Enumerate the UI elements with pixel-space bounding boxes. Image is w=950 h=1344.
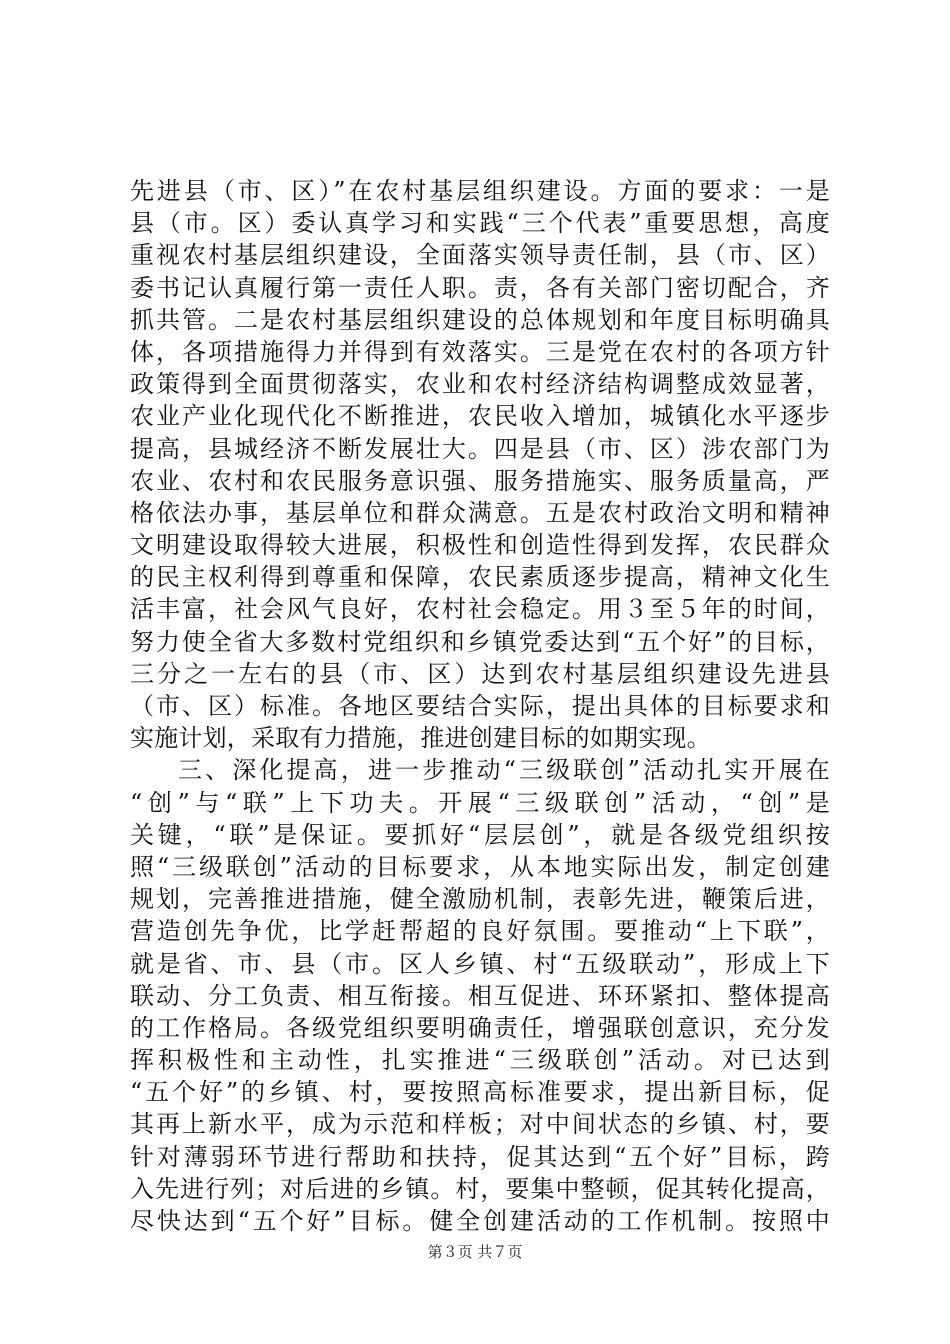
text-line: 格依法办事，基层单位和群众满意。五是农村政治文明和精神 xyxy=(130,498,830,527)
text-line: 县（市。区）委认真学习和实践“三个代表”重要思想，高度 xyxy=(130,209,830,238)
text-line: 农业产业化现代化不断推进，农民收入增加，城镇化水平逐步 xyxy=(130,402,830,431)
text-line: 尽快达到“五个好”目标。健全创建活动的工作机制。按照中 xyxy=(130,1207,830,1235)
text-line: 三分之一左右的县（市、区）达到农村基层组织建设先进县 xyxy=(130,659,830,688)
text-line: 体，各项措施得力并得到有效落实。三是党在农村的各项方针 xyxy=(130,337,830,366)
text-line: 活丰富，社会风气良好，农村社会稳定。用３至５年的时间， xyxy=(130,595,830,624)
text-line: “创”与“联”上下功夫。开展“三级联创”活动，“创”是 xyxy=(130,788,830,817)
text-line: 规划，完善推进措施，健全激励机制，表彰先进，鞭策后进， xyxy=(130,885,830,914)
text-line: 抓共管。二是农村基层组织建设的总体规划和年度目标明确具 xyxy=(130,305,830,334)
text-line: 其再上新水平，成为示范和样板；对中间状态的乡镇、村，要 xyxy=(130,1110,830,1139)
text-line: 针对薄弱环节进行帮助和扶持，促其达到“五个好”目标，跨 xyxy=(130,1142,830,1171)
text-line: 先进县（市、区）”在农村基层组织建设。方面的要求：一是 xyxy=(130,177,830,205)
text-line: 挥积极性和主动性，扎实推进“三级联创”活动。对已达到 xyxy=(130,1046,830,1075)
text-line: 的民主权利得到尊重和保障，农民素质逐步提高，精神文化生 xyxy=(130,563,830,592)
text-line: 联动、分工负责、相互衔接。相互促进、环环紧扣、整体提高 xyxy=(130,981,830,1010)
text-line: 重视农村基层组织建设，全面落实领导责任制，县（市、区） xyxy=(130,241,830,270)
text-line: 关键，“联”是保证。要抓好“层层创”，就是各级党组织按 xyxy=(130,820,830,849)
text-line: 就是省、市、县（市。区人乡镇、村“五级联动”，形成上下 xyxy=(130,949,830,978)
text-line: 营造创先争优，比学赶帮超的良好氛围。要推动“上下联”， xyxy=(130,917,830,946)
text-line: 入先进行列；对后进的乡镇。村，要集中整顿，促其转化提高， xyxy=(130,1174,830,1203)
document-body xyxy=(130,175,830,1237)
text-line: “五个好”的乡镇、村，要按照高标准要求，提出新目标，促 xyxy=(130,1078,830,1107)
text-line: 提高，县城经济不断发展壮大。四是县（市、区）涉农部门为 xyxy=(130,434,830,463)
text-line: 农业、农村和农民服务意识强、服务措施实、服务质量高，严 xyxy=(130,466,830,495)
text-line: 政策得到全面贯彻落实，农业和农村经济结构调整成效显著， xyxy=(130,370,830,399)
text-line: （市、区）标准。各地区要结合实际，提出具体的目标要求和 xyxy=(130,692,830,720)
section-heading-line: 三、深化提高，进一步推动“三级联创”活动扎实开展在 xyxy=(178,756,830,785)
text-line: 的工作格局。各级党组织要明确责任，增强联创意识，充分发 xyxy=(130,1013,830,1042)
paragraph-last-line: 实施计划，采取有力措施，推进创建目标的如期实现。 xyxy=(130,724,711,753)
text-line: 委书记认真履行第一责任人职。责，各有关部门密切配合，齐 xyxy=(130,273,830,302)
text-line: 照“三级联创”活动的目标要求，从本地实际出发，制定创建 xyxy=(130,852,830,881)
page-footer: 第３页 共７页 xyxy=(427,1243,523,1261)
text-line: 文明建设取得较大进展，积极性和创造性得到发挥，农民群众 xyxy=(130,531,830,560)
text-line: 努力使全省大多数村党组织和乡镇党委达到“五个好”的目标， xyxy=(130,627,830,656)
